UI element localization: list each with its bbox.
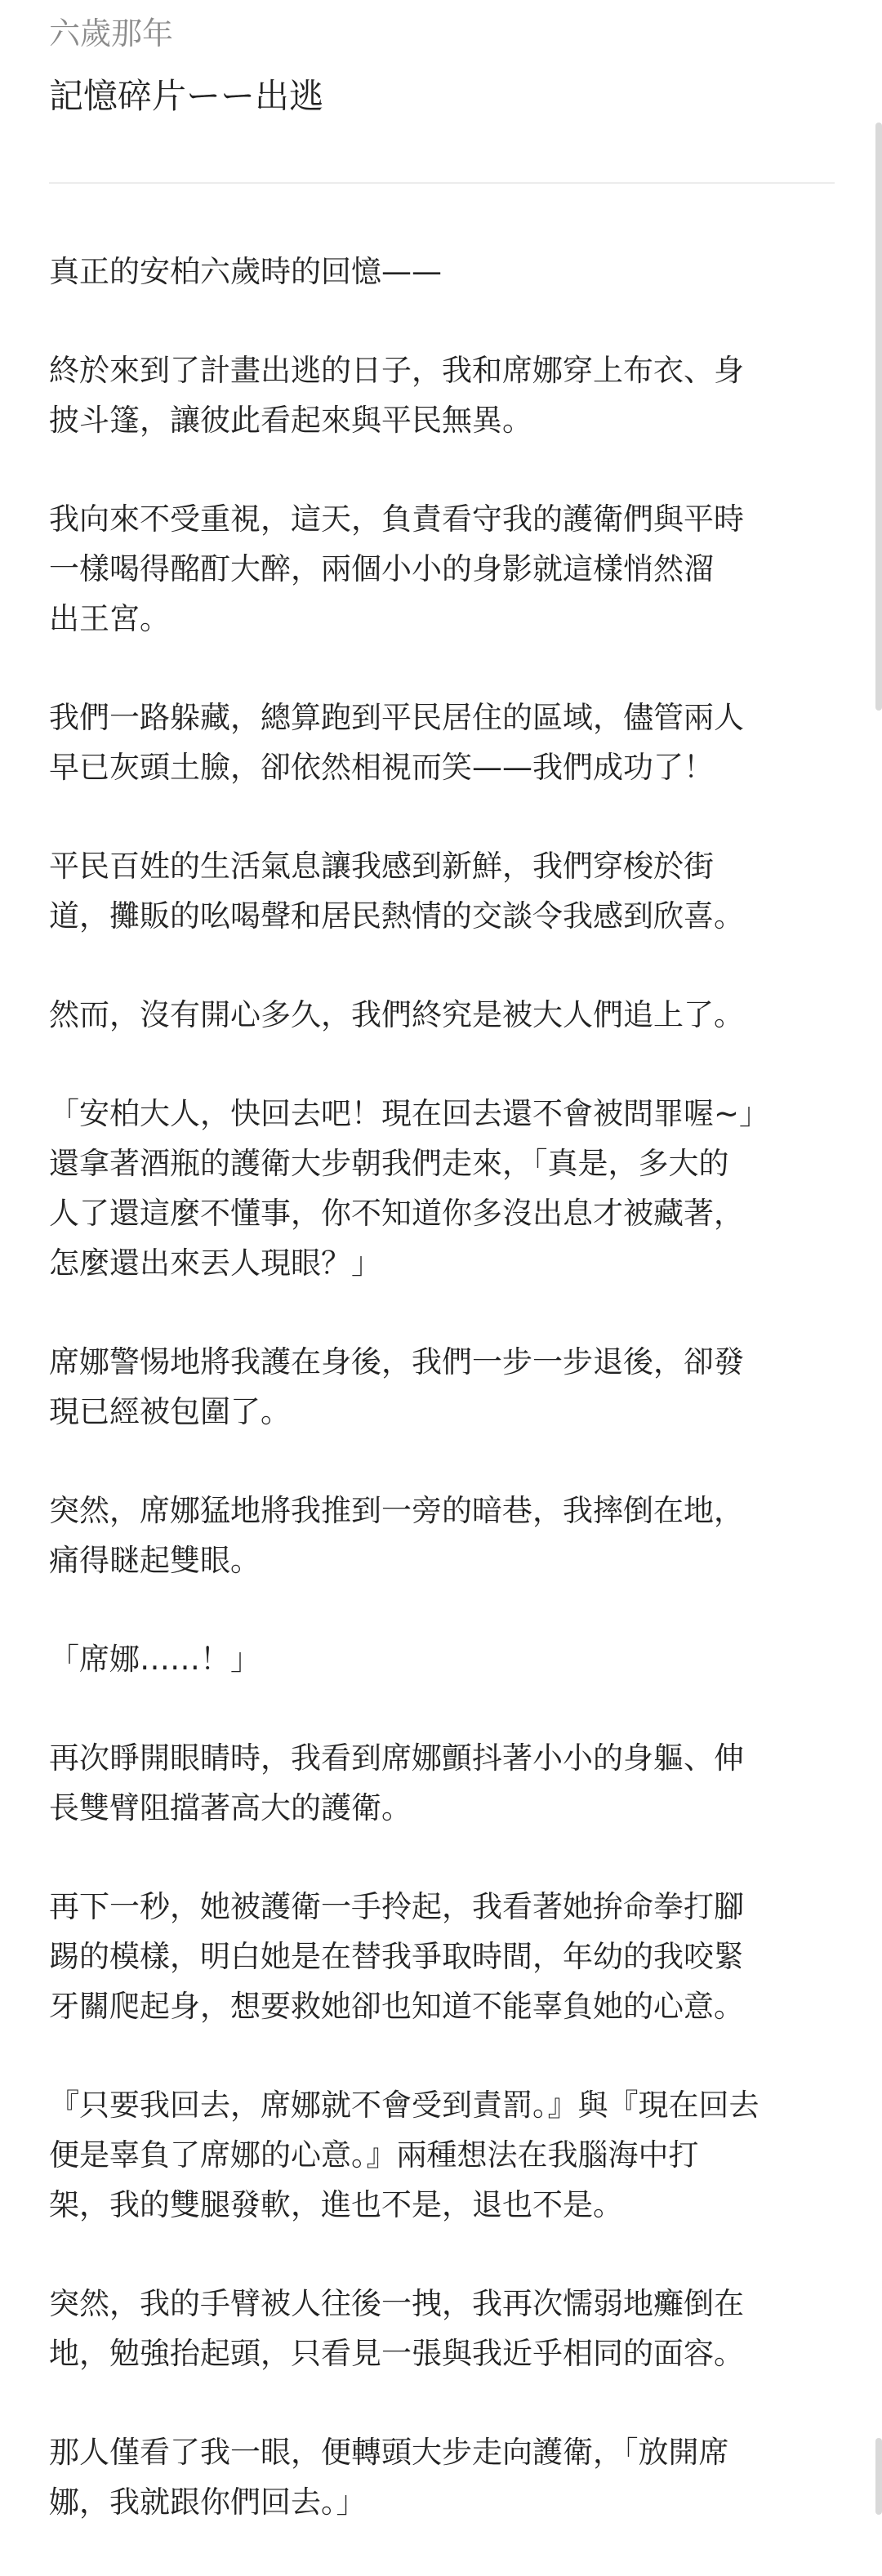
chapter-title: 記憶碎片ーー出逃 (49, 76, 324, 116)
text-line: 便是辜負了席娜的心意。』兩種想法在我腦海中打 (49, 2137, 699, 2173)
paragraph (49, 494, 849, 644)
paragraph (49, 990, 849, 1040)
series-label[interactable]: 六歲那年 (49, 16, 174, 51)
paragraph (49, 1337, 849, 1437)
text-line: 架，我的雙腿發軟，進也不是，退也不是。 (49, 2187, 623, 2222)
text-line: 「席娜……！」 (49, 1642, 261, 1677)
paragraph (49, 693, 849, 792)
text-line: 披斗篷，讓彼此看起來與平民無異。 (49, 403, 532, 438)
scrollbar-thumb[interactable] (875, 123, 882, 711)
paragraph (49, 2080, 849, 2230)
text-line: 牙關爬起身，想要救她卻也知道不能辜負她的心意。 (49, 1989, 744, 2024)
paragraph (49, 1733, 849, 1833)
text-line: 還拿著酒瓶的護衛大步朝我們走來，「真是，多大的 (49, 1146, 729, 1181)
text-line: 早已灰頭土臉，卻依然相視而笑——我們成功了！ (49, 750, 714, 785)
paragraph (49, 1634, 849, 1684)
paragraph (49, 841, 849, 941)
text-line: 道，攤販的吆喝聲和居民熱情的交談令我感到欣喜。 (49, 898, 744, 934)
text-line: 席娜警惕地將我護在身後，我們一步一步退後，卻發 (49, 1344, 744, 1379)
text-line: 踢的模樣，明白她是在替我爭取時間，年幼的我咬緊 (49, 1939, 744, 1974)
text-line: 那人僅看了我一眼，便轉頭大步走向護衛，「放開席 (49, 2435, 729, 2470)
paragraph (49, 1486, 849, 1585)
scrollbar-thumb-lower[interactable] (875, 2438, 882, 2515)
text-line: 長雙臂阻擋著高大的護衛。 (49, 1790, 412, 1825)
header-divider (49, 182, 835, 184)
text-line: 痛得瞇起雙眼。 (49, 1543, 261, 1578)
paragraph (49, 1089, 849, 1288)
scrollbar-track[interactable] (871, 0, 882, 2515)
text-line: 然而，沒有開心多久，我們終究是被大人們追上了。 (49, 997, 744, 1032)
paragraph (49, 1882, 849, 2031)
text-line: 娜，我就跟你們回去。」 (49, 2485, 367, 2520)
text-line: 再下一秒，她被護衛一手拎起，我看著她拚命拳打腳 (49, 1889, 744, 1924)
text-line: 「安柏大人，快回去吧！現在回去還不會被問罪喔~」 (49, 1096, 770, 1131)
text-line: 一樣喝得酩酊大醉，兩個小小的身影就這樣悄然溜 (49, 551, 714, 586)
text-line: 出王宮。 (49, 601, 170, 636)
text-line: 真正的安柏六歲時的回憶—— (49, 254, 442, 289)
text-line: 怎麼還出來丟人現眼？」 (49, 1246, 381, 1281)
text-line: 地，勉強抬起頭，只看見一張與我近乎相同的面容。 (49, 2336, 744, 2371)
text-line: 現已經被包圍了。 (49, 1394, 291, 1429)
paragraph (49, 247, 849, 296)
text-line: 再次睜開眼睛時，我看到席娜顫抖著小小的身軀、伸 (49, 1740, 744, 1776)
text-line: 突然，我的手臂被人往後一拽，我再次懦弱地癱倒在 (49, 2286, 744, 2321)
text-line: 『只要我回去，席娜就不會受到責罰。』與『現在回去 (49, 2088, 760, 2123)
text-line: 我們一路躲藏，總算跑到平民居住的區域，儘管兩人 (49, 700, 744, 735)
text-line: 終於來到了計畫出逃的日子，我和席娜穿上布衣、身 (49, 353, 744, 388)
chapter-body (49, 247, 849, 2576)
paragraph (49, 345, 849, 445)
text-line: 平民百姓的生活氣息讓我感到新鮮，我們穿梭於街 (49, 849, 714, 884)
text-line: 突然，席娜猛地將我推到一旁的暗巷，我摔倒在地， (49, 1493, 744, 1528)
text-line: 人了還這麼不懂事，你不知道你多沒出息才被藏著， (49, 1196, 744, 1231)
paragraph (49, 2279, 849, 2378)
text-line: 我向來不受重視，這天，負責看守我的護衛們與平時 (49, 501, 744, 537)
paragraph (49, 2427, 849, 2527)
